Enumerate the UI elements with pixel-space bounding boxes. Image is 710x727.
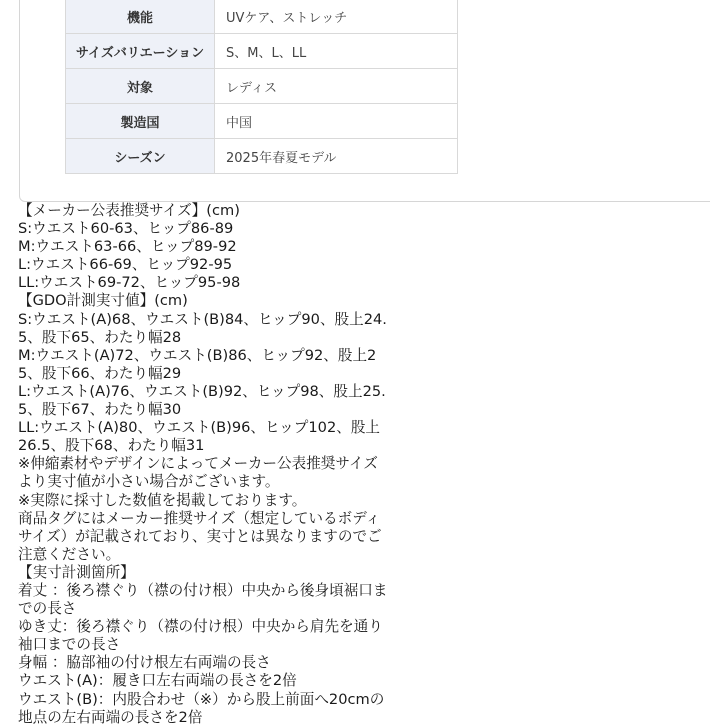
description-line: S:ウエスト(A)68、ウエスト(B)84、ヒップ90、股上24. <box>18 310 387 328</box>
description-line: L:ウエスト66-69、ヒップ92-95 <box>18 256 233 274</box>
spec-label: シーズン <box>66 139 215 174</box>
spec-row <box>66 0 458 34</box>
spec-label: 対象 <box>66 69 215 104</box>
description-line: LL:ウエスト69-72、ヒップ95-98 <box>18 274 241 292</box>
description-line: ウエスト(B)：内股合わせ（※）から股上前面へ20cmの <box>18 690 385 708</box>
spec-value: S、M、L、LL <box>215 34 458 69</box>
description-line: 着丈 ：後ろ襟ぐり（襟の付け根）中央から後身頃裾口ま <box>18 581 388 599</box>
spec-label: 製造国 <box>66 104 215 139</box>
description-line: 地点の左右両端の長さを2倍 <box>18 708 203 726</box>
description-line: 注意ください。 <box>18 545 121 563</box>
description-line: 5、股下67、わたり幅30 <box>18 401 182 419</box>
description-line: より実寸値が小さい場合がございます。 <box>18 473 280 491</box>
spec-row <box>66 104 458 139</box>
description-line: サイズ）が記載されており、実寸とは異なりますのでご <box>18 527 382 545</box>
description-line: 【メーカー公表推奨サイズ】(cm) <box>18 202 240 219</box>
description-line: L:ウエスト(A)76、ウエスト(B)92、ヒップ98、股上25. <box>18 382 386 400</box>
spec-row <box>66 34 458 69</box>
spec-value: 中国 <box>215 104 458 139</box>
description-line: ウエスト(A)：履き口左右両端の長さを2倍 <box>18 672 297 690</box>
description-line: での長さ <box>18 600 77 618</box>
description-line: ゆき丈：後ろ襟ぐり（襟の付け根）中央から肩先を通り <box>18 618 383 636</box>
description-line: 5、股下66、わたり幅29 <box>18 364 182 382</box>
spec-value: UVケア、ストレッチ <box>215 0 458 34</box>
spec-table <box>65 0 458 174</box>
spec-card <box>19 0 710 202</box>
spec-row <box>66 69 458 104</box>
description-line: S:ウエスト60-63、ヒップ86-89 <box>18 220 234 238</box>
spec-label: 機能 <box>66 0 215 34</box>
spec-value: 2025年春夏モデル <box>215 139 458 174</box>
description-line: M:ウエスト63-66、ヒップ89-92 <box>18 238 237 256</box>
description-line: M:ウエスト(A)72、ウエスト(B)86、ヒップ92、股上2 <box>18 346 377 364</box>
spec-label: サイズバリエーション <box>66 34 215 69</box>
description-line: 26.5、股下68、わたり幅31 <box>18 437 205 455</box>
spec-value: レディス <box>215 69 458 104</box>
description-line: 袖口までの長さ <box>18 636 121 654</box>
description-line: 5、股下65、わたり幅28 <box>18 328 182 346</box>
spec-row <box>66 139 458 174</box>
description-line: 【実寸計測箇所】 <box>18 563 135 581</box>
description-line: ※伸縮素材やデザインによってメーカー公表推奨サイズ <box>18 455 378 473</box>
description-line: ※実際に採寸した数値を掲載しております。 <box>18 491 307 509</box>
description-line: 商品タグにはメーカー推奨サイズ（想定しているボディ <box>18 509 381 527</box>
description-line: 【GDO計測実寸値】(cm) <box>18 292 188 310</box>
description-line: LL:ウエスト(A)80、ウエスト(B)96、ヒップ102、股上 <box>18 419 381 437</box>
product-description <box>18 202 413 727</box>
description-line: 身幅 ：脇部袖の付け根左右両端の長さ <box>18 654 271 672</box>
